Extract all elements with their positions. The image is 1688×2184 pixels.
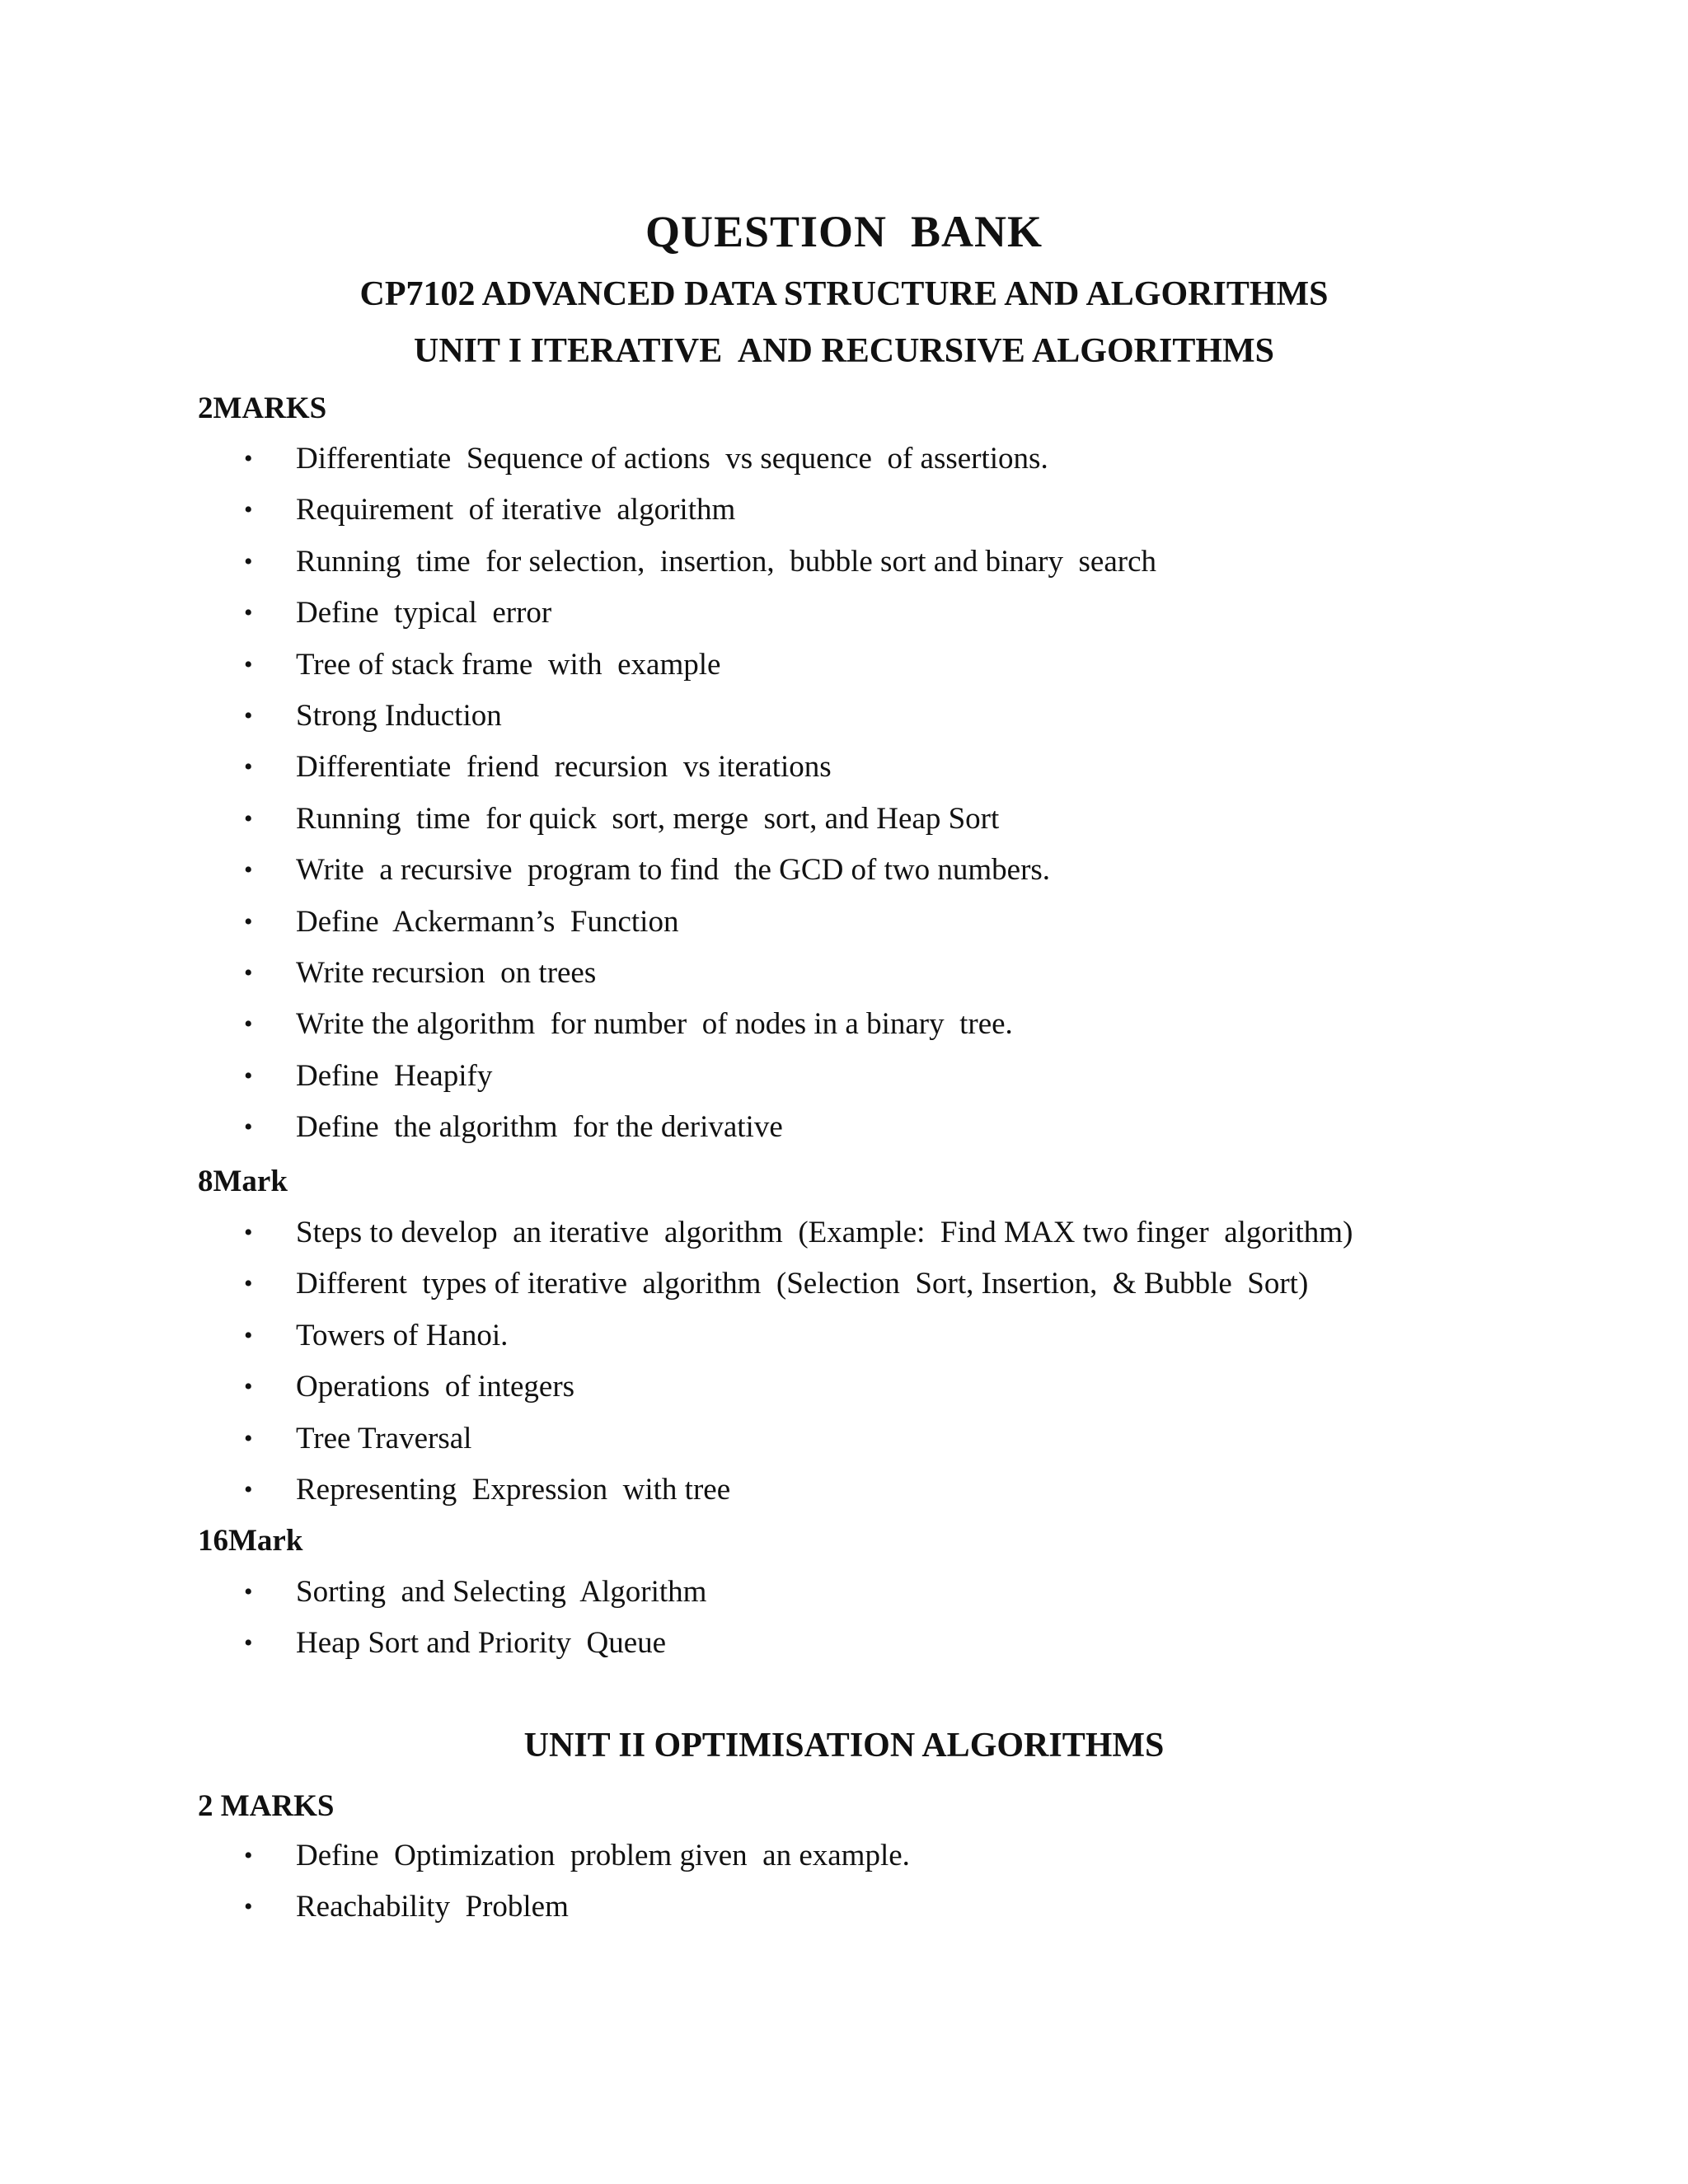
- bullet-icon: •: [244, 1424, 253, 1452]
- bullet-icon: •: [244, 547, 253, 575]
- list-item-text: Write the algorithm for number of nodes in a binary tree.: [296, 1007, 1013, 1042]
- list-item-text: Define Optimization problem given an example.: [296, 1839, 910, 1872]
- list-item-text: Sorting and Selecting Algorithm: [296, 1575, 707, 1609]
- unit2-2marks-heading: 2 MARKS: [198, 1789, 335, 1823]
- page-title: QUESTION BANK: [645, 207, 1043, 256]
- bullet-icon: •: [244, 1629, 253, 1657]
- bullet-icon: •: [244, 1062, 253, 1090]
- list-item-text: Requirement of iterative algorithm: [296, 493, 736, 527]
- bullet-icon: •: [244, 1373, 253, 1401]
- bullet-icon: •: [244, 804, 253, 832]
- bullet-icon: •: [244, 907, 253, 935]
- list-item-text: Tree Traversal: [296, 1421, 472, 1455]
- bullet-icon: •: [244, 1270, 253, 1298]
- unit1-2marks-heading: 2MARKS: [198, 391, 327, 425]
- list-item-text: Different types of iterative algorithm (Selection Sort, Insertion, & Bubble Sort): [296, 1267, 1309, 1301]
- bullet-icon: •: [244, 856, 253, 884]
- list-item-text: Operations of integers: [296, 1370, 575, 1404]
- unit1-title: UNIT I ITERATIVE AND RECURSIVE ALGORITHMS: [413, 332, 1274, 370]
- bullet-icon: •: [244, 1578, 253, 1605]
- unit2-title: UNIT II OPTIMISATION ALGORITHMS: [523, 1727, 1165, 1765]
- list-item-text: Define Heapify: [296, 1058, 493, 1093]
- unit1-8marks-heading: 8Mark: [198, 1165, 288, 1198]
- bullet-icon: •: [244, 650, 253, 678]
- bullet-icon: •: [244, 753, 253, 781]
- list-item-text: Strong Induction: [296, 698, 502, 733]
- course-title: CP7102 ADVANCED DATA STRUCTURE AND ALGORITHMS: [359, 275, 1329, 313]
- list-item-text: Tree of stack frame with example: [296, 647, 721, 682]
- bullet-icon: •: [244, 958, 253, 987]
- bullet-icon: •: [244, 599, 253, 627]
- list-item-text: Towers of Hanoi.: [296, 1318, 509, 1352]
- unit1-16marks-heading: 16Mark: [198, 1524, 303, 1558]
- bullet-icon: •: [244, 1010, 253, 1038]
- list-item-text: Running time for quick sort, merge sort, and Heap Sort: [296, 801, 1000, 836]
- list-item-text: Write recursion on trees: [296, 955, 597, 990]
- list-item-text: Differentiate friend recursion vs iterations: [296, 750, 832, 785]
- list-item-text: Define typical error: [296, 596, 552, 630]
- bullet-icon: •: [244, 1893, 253, 1921]
- list-item-text: Reachability Problem: [296, 1890, 569, 1924]
- bullet-icon: •: [244, 1321, 253, 1349]
- list-item-text: Differentiate Sequence of actions vs sequence of assertions.: [296, 442, 1048, 476]
- list-item-text: Steps to develop an iterative algorithm (Example: Find MAX two finger algorithm): [296, 1216, 1353, 1249]
- bullet-icon: •: [244, 1219, 253, 1246]
- list-item-text: Running time for selection, insertion, bubble sort and binary search: [296, 544, 1156, 579]
- list-item-text: Define the algorithm for the derivative: [296, 1110, 783, 1145]
- list-item-text: Define Ackermann’s Function: [296, 904, 679, 939]
- bullet-icon: •: [244, 1475, 253, 1503]
- bullet-icon: •: [244, 1842, 253, 1869]
- bullet-icon: •: [244, 701, 253, 729]
- bullet-icon: •: [244, 445, 253, 472]
- bullet-icon: •: [244, 1113, 253, 1141]
- list-item-text: Write a recursive program to find the GCD of two numbers.: [296, 853, 1051, 888]
- list-item-text: Representing Expression with tree: [296, 1472, 731, 1507]
- bullet-icon: •: [244, 496, 253, 524]
- list-item-text: Heap Sort and Priority Queue: [296, 1626, 667, 1661]
